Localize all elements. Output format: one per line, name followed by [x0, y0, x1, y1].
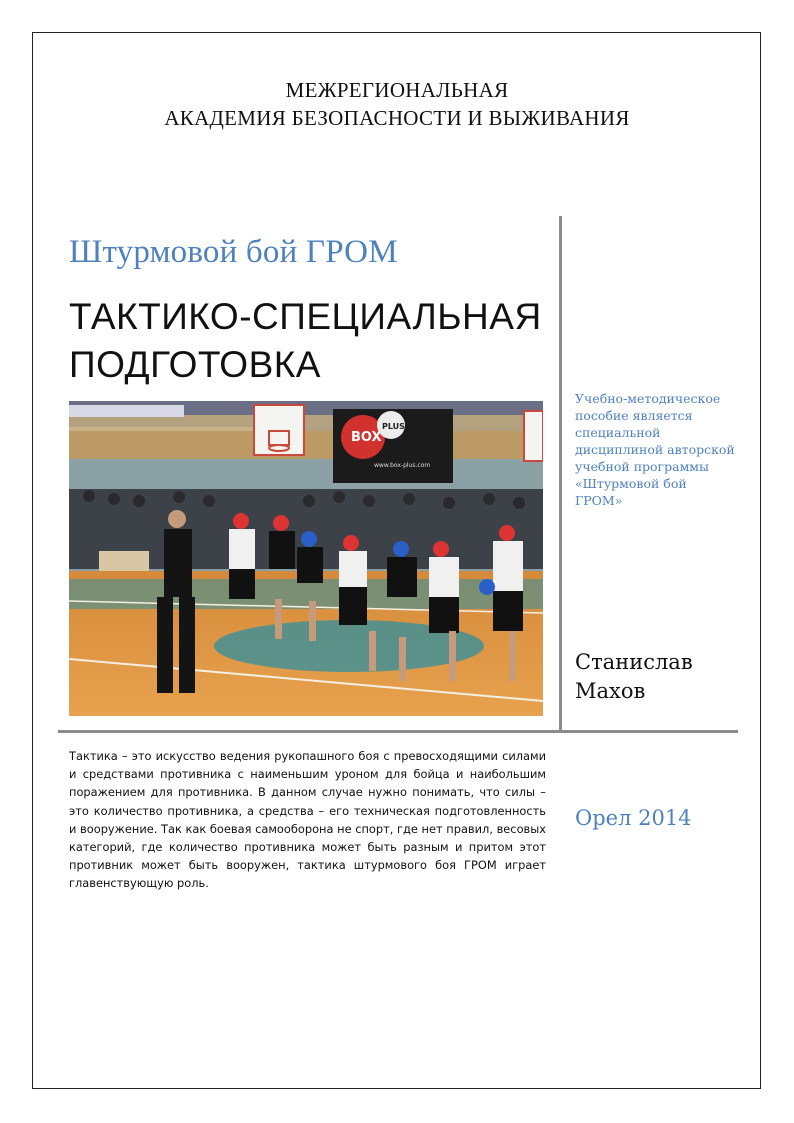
cover-subtitle: Штурмовой бой ГРОМ — [69, 234, 398, 270]
vertical-divider — [559, 216, 562, 730]
sidebar-description: Учебно-методическое пособие является специальной дисциплиной авторской учебной программы «Штурмовой бой ГРОМ» — [575, 391, 735, 508]
banner-brand-text: PLUS — [382, 422, 405, 431]
cover-title — [69, 293, 559, 389]
author-name — [575, 648, 735, 706]
author-last-name: Махов — [575, 679, 646, 703]
cover-photo-sparring-match — [69, 401, 543, 716]
academy-name-line2: АКАДЕМИЯ БЕЗОПАСНОСТИ И ВЫЖИВАНИЯ — [164, 106, 630, 130]
abstract-text: Тактика – это искусство ведения рукопашного боя с превосходящими силами и средствами противника с наименьшим уроном для бойца и наибольшим поражением для противника. В данном случае нужно понимать, что силы – это количество противника, а средства – его техническая подготовленность и вооружение. Так как боевая самооборона не спорт, где нет правил, весовых категорий, где количество противника может быть разным и притом этот противник может быть вооружен, тактика штурмового боя ГРОМ играет главенствующую роль. — [69, 749, 546, 891]
cover-title-line1: ТАКТИКО-СПЕЦИАЛЬНАЯ — [69, 296, 542, 337]
banner-url-text: www.box-plus.com — [374, 462, 431, 469]
author-first-name: Станислав — [575, 650, 693, 674]
city-year: Орел 2014 — [575, 806, 692, 830]
horizontal-divider — [58, 730, 738, 733]
banner-box-text: BOX — [351, 430, 382, 445]
academy-name-line1: МЕЖРЕГИОНАЛЬНАЯ — [285, 78, 509, 102]
cover-title-line2: ПОДГОТОВКА — [69, 344, 321, 385]
